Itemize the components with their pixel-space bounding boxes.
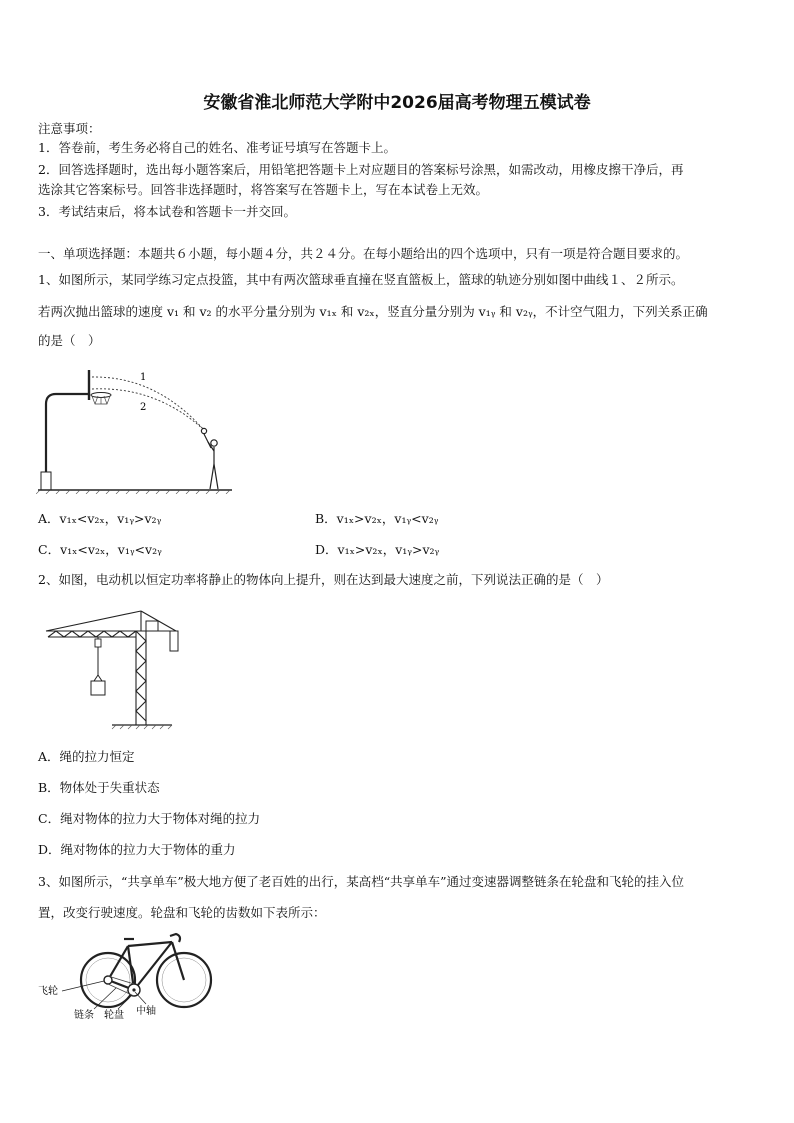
q3-stem-line1: 3、如图所示，“共享单车”极大地方便了老百姓的出行，某高档“共享单车”通过变速器调整链条在轮盘和飞轮的挂入位 (38, 874, 685, 889)
q2-option-b[interactable]: B．物体处于失重状态 (38, 780, 160, 795)
q1-option-d[interactable]: D．v₁ₓ>v₂ₓ，v₁ᵧ>v₂ᵧ (315, 542, 440, 557)
q1-option-b[interactable]: B．v₁ₓ>v₂ₓ，v₁ᵧ<v₂ᵧ (315, 511, 439, 526)
crane-tower (136, 631, 146, 725)
hoop-pole (46, 394, 88, 472)
notice-item-2: 2．回答选择题时，选出每小题答案后，用铅笔把答题卡上对应题目的答案标号涂黑，如需改动，用橡皮擦干净后，再 (38, 162, 684, 177)
notice-item-1: 1．答卷前，考生务必将自己的姓名、准考证号填写在答题卡上。 (38, 140, 396, 155)
axle-icon (132, 988, 135, 991)
bike-frame (108, 934, 184, 990)
notice-item-2-cont: 选涂其它答案标号。回答非选择题时，将答案写在答题卡上，写在本试卷上无效。 (38, 182, 489, 197)
q3-stem-line2: 置，改变行驶速度。轮盘和飞轮的齿数如下表所示： (38, 905, 326, 920)
notice-heading: 注意事项： (38, 121, 101, 136)
chain-label: 链条 (74, 1010, 94, 1021)
chainring-label: 轮盘 (104, 1010, 124, 1021)
axle-pointer (135, 992, 146, 1004)
basketball-figure (36, 362, 236, 494)
q2-option-c[interactable]: C．绳对物体的拉力大于物体对绳的拉力 (38, 811, 261, 826)
trajectory-2-label: 2 (140, 402, 147, 413)
trajectory-1 (92, 377, 204, 430)
q1-stem-line3: 的是（ ） (38, 333, 101, 348)
counterweight (170, 631, 178, 651)
q1-option-c[interactable]: C．v₁ₓ<v₂ₓ，v₁ᵧ<v₂ᵧ (38, 542, 162, 557)
bicycle-figure (36, 930, 216, 1022)
section-heading: 一、单项选择题：本题共６小题，每小题４分，共２４分。在每小题给出的四个选项中，只有一项是符合题目要求的。 (38, 246, 689, 261)
flywheel-label: 飞轮 (38, 986, 58, 997)
axle-label: 中轴 (136, 1006, 156, 1017)
q1-stem-line1: 1、如图所示，某同学练习定点投篮，其中有两次篮球垂直撞在竖直篮板上，篮球的轨迹分别如图中曲线１、２所示。 (38, 272, 684, 287)
notice-item-3: 3．考试结束后，将本试卷和答题卡一并交回。 (38, 204, 296, 219)
trolley (95, 639, 101, 647)
q2-option-a[interactable]: A．绳的拉力恒定 (38, 749, 135, 764)
q2-option-d[interactable]: D．绳对物体的拉力大于物体的重力 (38, 842, 236, 857)
player-figure (201, 428, 218, 489)
pole-base (41, 472, 51, 490)
q1-option-a[interactable]: A．v₁ₓ<v₂ₓ，v₁ᵧ>v₂ᵧ (38, 511, 162, 526)
q2-stem-line1: 2、如图，电动机以恒定功率将静止的物体向上提升，则在达到最大速度之前，下列说法正确的是（ ） (38, 572, 609, 587)
chainring-pointer (118, 995, 132, 1009)
page-title: 安徽省淮北师范大学附中2026届高考物理五模试卷 (203, 93, 591, 113)
trajectory-2 (92, 389, 204, 430)
hoop-rim (91, 393, 111, 398)
load-block (91, 681, 105, 695)
trajectory-1-label: 1 (140, 372, 147, 383)
crane-figure (44, 603, 194, 731)
q1-stem-line2: 若两次抛出篮球的速度 v₁ 和 v₂ 的水平分量分别为 v₁ₓ 和 v₂ₓ，竖直分量分别为 v₁ᵧ 和 v₂ᵧ，不计空气阻力，下列关系正确 (38, 304, 708, 319)
motor-cabin (146, 621, 158, 631)
hook (94, 675, 102, 681)
